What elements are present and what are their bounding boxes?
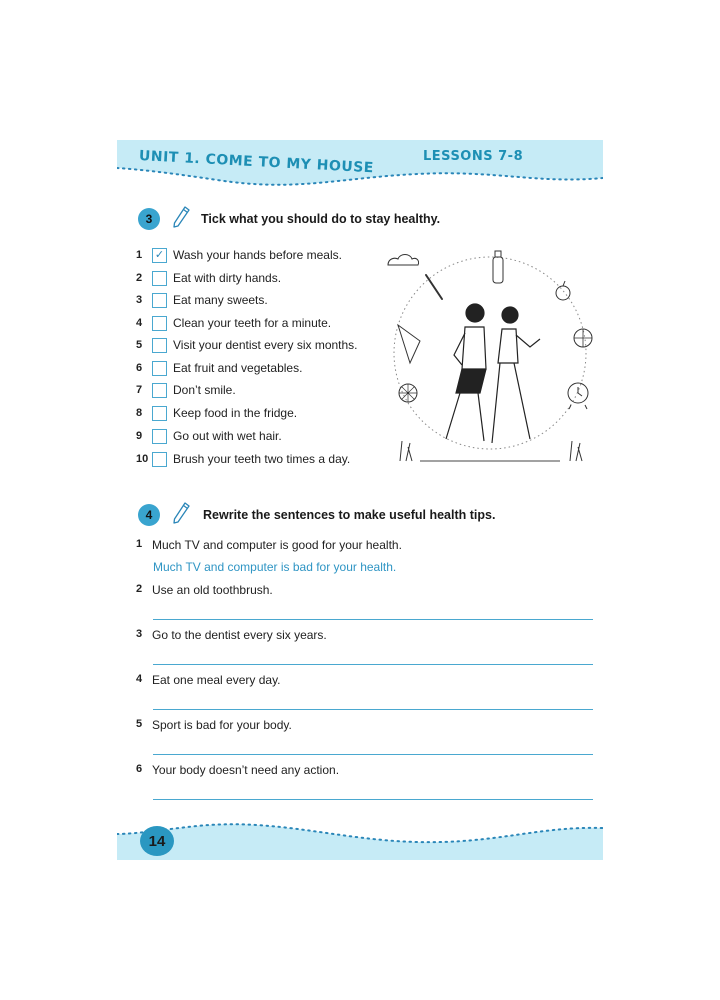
sentence-text: Eat one meal every day. [152, 673, 281, 687]
page-number: 14 [140, 826, 174, 856]
woman-walking [492, 307, 540, 443]
tick-item [136, 380, 236, 400]
item-text: Don’t smile. [173, 383, 236, 397]
item-text: Eat fruit and vegetables. [173, 361, 303, 375]
checkbox[interactable] [152, 316, 167, 331]
grass-icon [400, 441, 412, 461]
answer-line[interactable] [153, 799, 593, 800]
sentence-text: Use an old toothbrush. [152, 583, 273, 597]
sentence-number: 2 [136, 583, 143, 595]
sentence-item [136, 628, 327, 642]
sentence-text: Go to the dentist every six years. [152, 628, 327, 642]
man-walking [446, 304, 486, 441]
pencil-icon [171, 205, 191, 229]
orange-slice-icon [399, 384, 417, 402]
item-number: 8 [136, 407, 143, 419]
workbook-page [117, 140, 603, 860]
item-number: 5 [136, 339, 143, 351]
tick-item [136, 268, 281, 288]
item-number: 1 [136, 249, 143, 261]
carrot-icon [398, 325, 420, 363]
checkbox[interactable] [152, 338, 167, 353]
checkbox[interactable] [152, 271, 167, 286]
toothbrush-icon [426, 275, 442, 299]
sentence-number: 3 [136, 628, 143, 640]
water-bottle-icon [493, 251, 503, 283]
tick-item [136, 313, 331, 333]
tick-item [136, 290, 268, 310]
sentence-item [136, 763, 339, 777]
exercise-4-instruction: Rewrite the sentences to make useful health tips. [203, 508, 496, 522]
healthy-couple-illustration [380, 243, 600, 468]
item-number: 4 [136, 317, 143, 329]
item-text: Eat with dirty hands. [173, 271, 282, 285]
item-number: 10 [136, 453, 149, 465]
item-number: 9 [136, 430, 143, 442]
apple-icon [556, 281, 570, 300]
item-number: 6 [136, 362, 143, 374]
tick-item [136, 403, 297, 423]
answer-line[interactable] [153, 619, 593, 620]
sentence-number: 6 [136, 763, 143, 775]
checkbox[interactable] [152, 293, 167, 308]
answer-line[interactable] [153, 664, 593, 665]
item-text: Wash your hands before meals. [173, 248, 342, 262]
item-text: Brush your teeth two times a day. [173, 452, 351, 466]
exercise-3-instruction: Tick what you should do to stay healthy. [201, 212, 441, 226]
sentence-item [136, 718, 292, 732]
sentence-text: Much TV and computer is good for your health. [152, 538, 402, 552]
checkbox[interactable] [152, 406, 167, 421]
cloud-icon [388, 255, 419, 266]
item-number: 7 [136, 384, 143, 396]
item-text: Go out with wet hair. [173, 429, 282, 443]
sentence-item [136, 538, 402, 552]
sentence-text: Sport is bad for your body. [152, 718, 292, 732]
basketball-icon [574, 329, 592, 347]
checkbox[interactable] [152, 429, 167, 444]
sentence-number: 4 [136, 673, 143, 685]
tick-item [136, 245, 342, 265]
sentence-item [136, 583, 273, 597]
example-answer: Much TV and computer is bad for your health. [153, 560, 397, 574]
pencil-icon [171, 501, 191, 525]
tick-item [136, 449, 350, 469]
footer-band [117, 820, 603, 860]
exercise-4-badge: 4 [138, 504, 160, 526]
sentence-item [136, 673, 281, 687]
sentence-number: 5 [136, 718, 143, 730]
grass-icon [570, 441, 582, 461]
lessons-title: LESSONS 7-8 [423, 149, 524, 164]
checkbox[interactable] [152, 361, 167, 376]
tick-item [136, 426, 282, 446]
item-text: Eat many sweets. [173, 293, 268, 307]
exercise-3-badge: 3 [138, 208, 160, 230]
item-text: Visit your dentist every six months. [173, 338, 358, 352]
alarm-clock-icon [568, 383, 588, 409]
sentence-text: Your body doesn’t need any action. [152, 763, 340, 777]
checkbox[interactable] [152, 383, 167, 398]
item-number: 3 [136, 294, 143, 306]
item-text: Clean your teeth for a minute. [173, 316, 332, 330]
unit-title: UNIT 1. COME TO MY HOUSE [138, 148, 375, 177]
item-text: Keep food in the fridge. [173, 406, 298, 420]
checked-checkbox[interactable]: ✓ [152, 248, 167, 263]
answer-line[interactable] [153, 709, 593, 710]
tick-item [136, 335, 358, 355]
sentence-number: 1 [136, 538, 143, 550]
checkbox[interactable] [152, 452, 167, 467]
tick-item [136, 358, 302, 378]
answer-line[interactable] [153, 754, 593, 755]
item-number: 2 [136, 272, 143, 284]
